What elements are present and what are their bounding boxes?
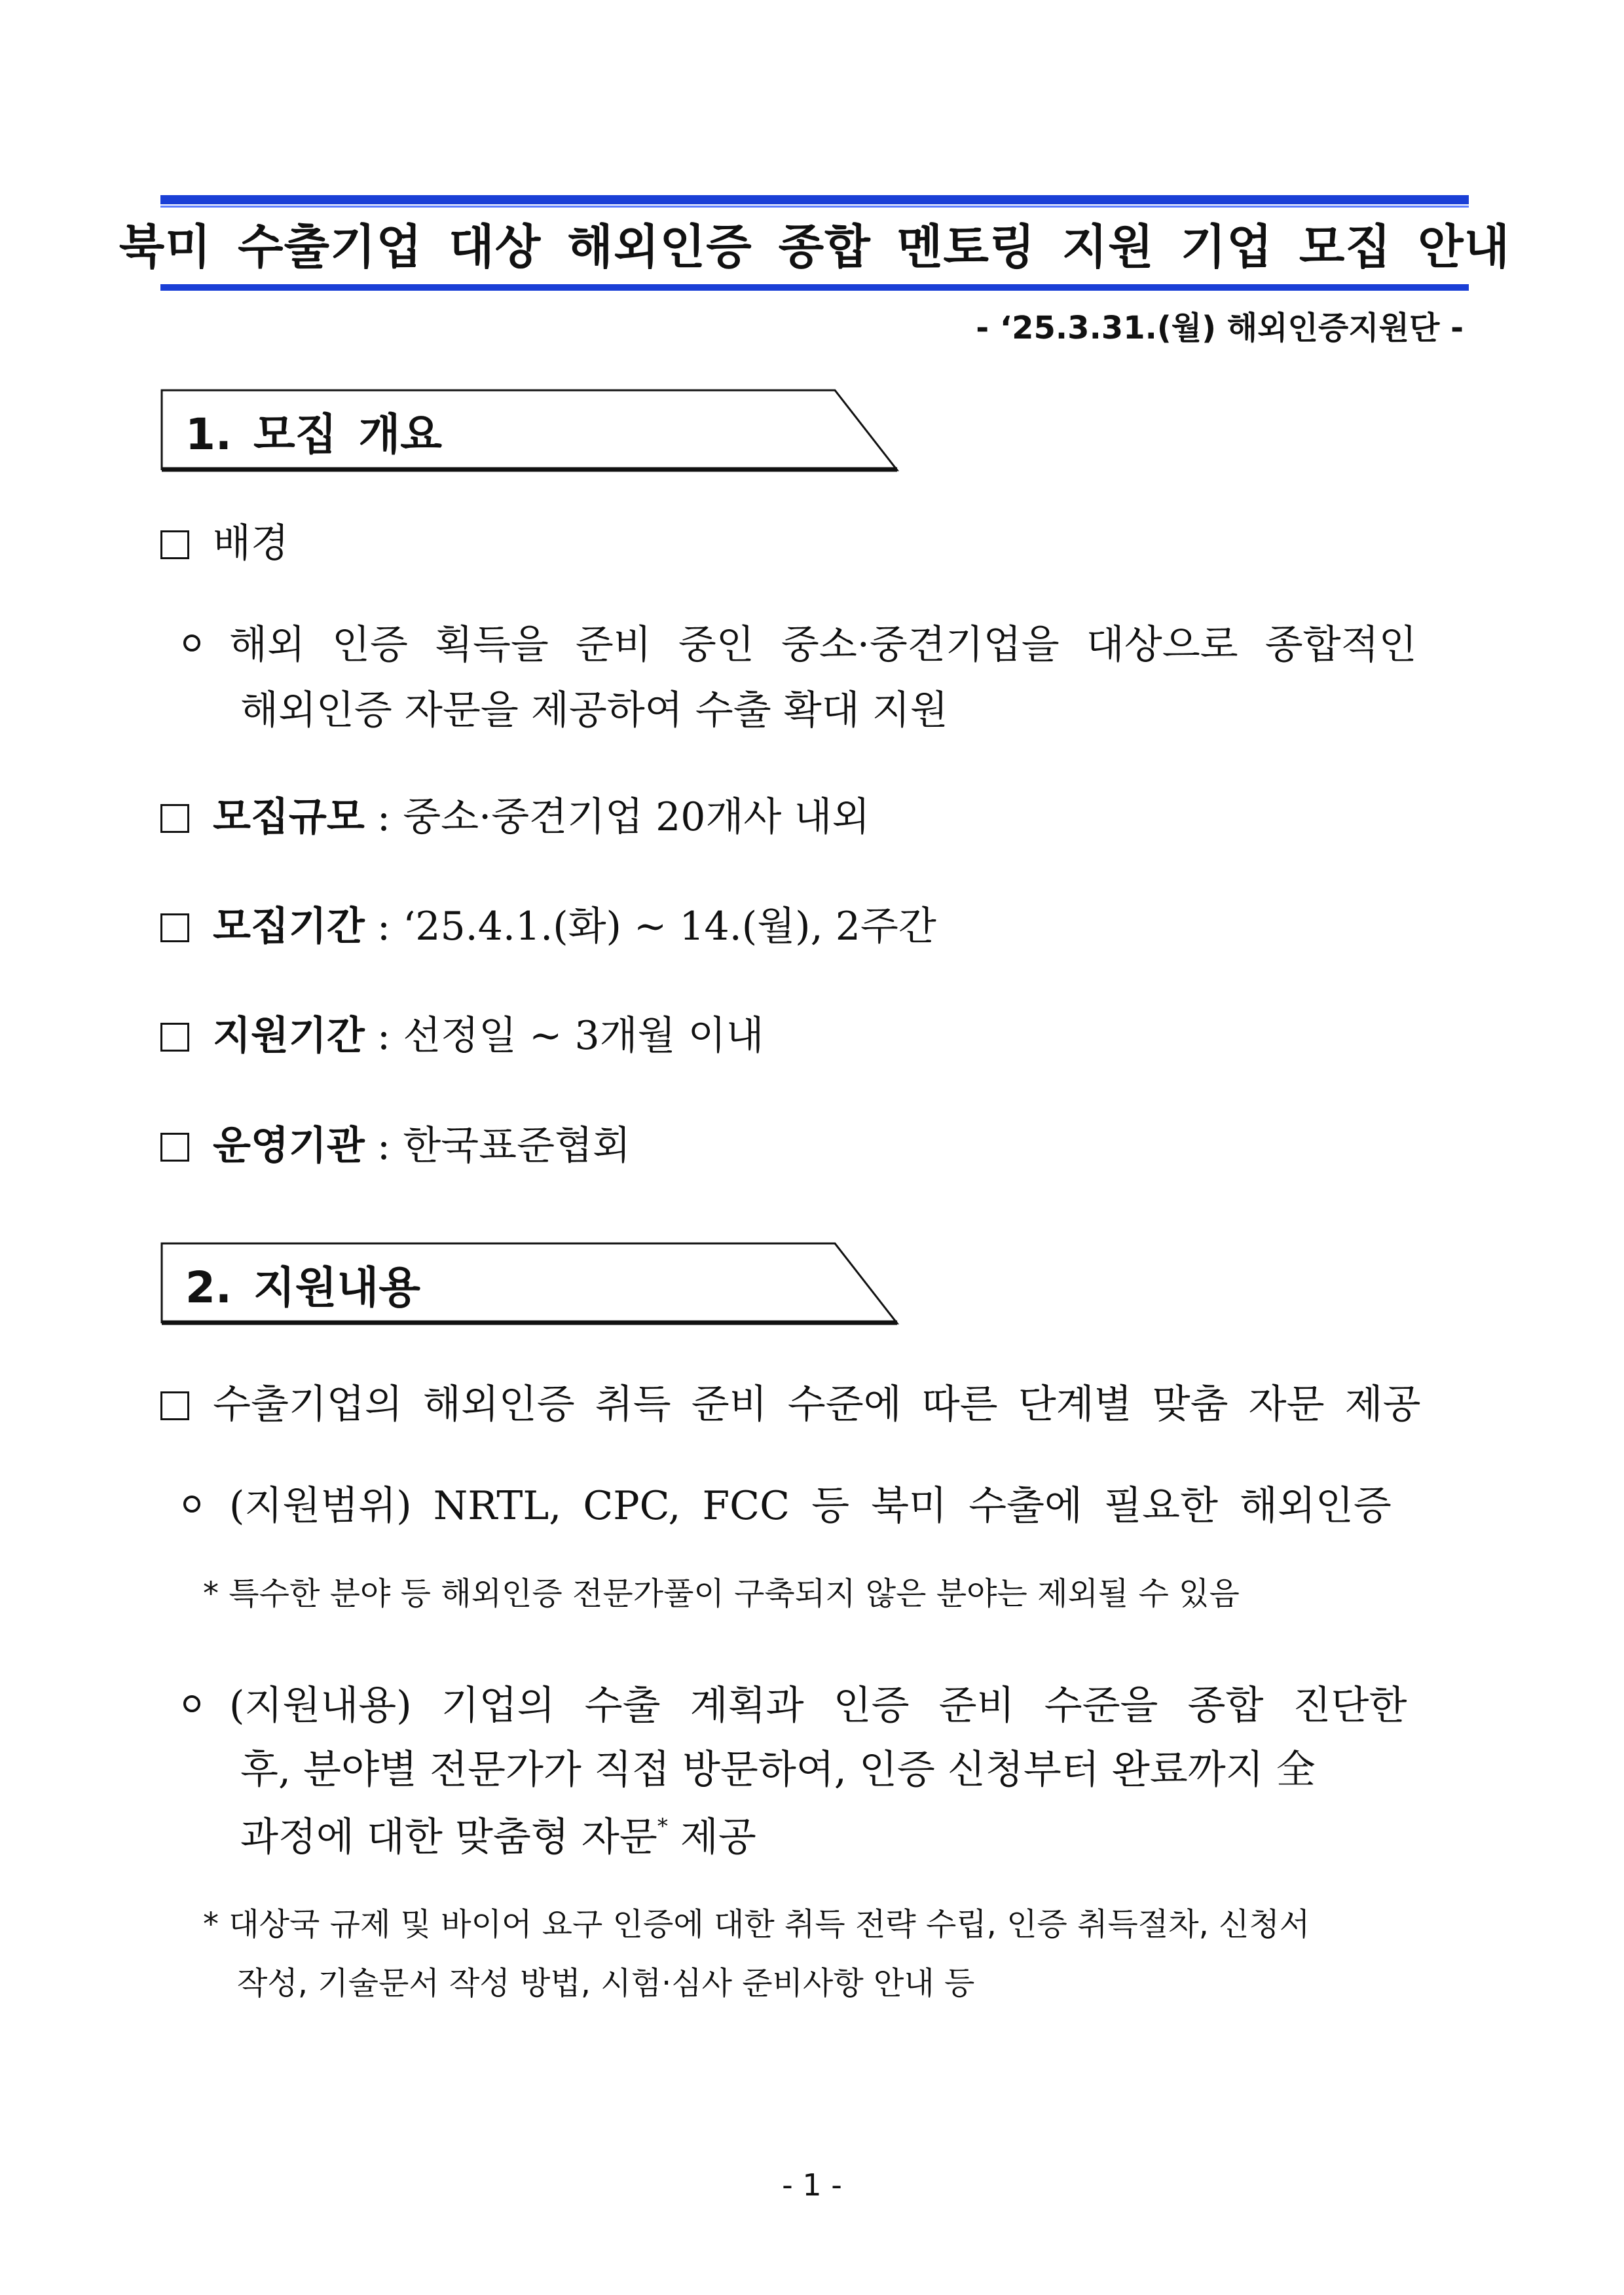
support-content-line3-text: 과정에 대한 맞춤형 자문 [240,1814,657,1860]
support-period-row [160,1013,764,1059]
background-label: 배경 [213,521,289,566]
checkbox-square-icon [160,1023,189,1052]
support-main-text: 수출기업의 해외인증 취득 준비 수준에 따른 단계별 맞춤 자문 제공 [213,1382,1421,1427]
background-text-line2: 해외인증 자문을 제공하여 수출 확대 지원 [240,688,948,733]
checkbox-square-icon [160,1391,189,1420]
page-number: - 1 - [782,2167,842,2203]
recruit-scale-row [160,794,870,840]
date-author-line: - ‘25.3.31.(월) 해외인증지원단 - [976,310,1464,346]
operator-row [160,1123,631,1169]
title-bar-top [160,195,1469,204]
recruit-period-value: : ‘25.4.1.(화) ~ 14.(월), 2주간 [364,904,936,949]
section-1-title: 1. 모집 개요 [185,409,442,460]
background-text-line1: 해외 인증 획득을 준비 중인 중소·중견기업을 대상으로 종합적인 [229,622,1417,668]
section-2-header [160,1241,900,1326]
support-scope-bullet [183,1483,1392,1529]
support-content-note-line1: * 대상국 규제 및 바이어 요구 인증에 대한 취득 전략 수립, 인증 취득절차, 신청서 [203,1906,1310,1943]
title-bar-bottom [160,284,1469,291]
recruit-period-label: 모집기간 [213,904,365,949]
support-content-line1: (지원내용) 기업의 수출 계획과 인증 준비 수준을 종합 진단한 [229,1683,1407,1729]
checkbox-square-icon [160,913,189,942]
bullet-circle-icon [183,1496,200,1513]
document-title: 북미 수출기업 대상 해외인증 종합 멘토링 지원 기업 모집 안내 [119,219,1511,274]
recruit-scale-label: 모집규모 [213,794,365,840]
operator-value: : 한국표준협회 [364,1123,631,1169]
support-scope-note: * 특수한 분야 등 해외인증 전문가풀이 구축되지 않은 분야는 제외될 수 있음 [203,1575,1240,1612]
bullet-circle-icon [183,634,200,652]
support-main-row [160,1382,1421,1427]
support-content-note-line2: 작성, 기술문서 작성 방법, 시험·심사 준비사항 안내 등 [237,1965,975,2002]
support-scope-text: (지원범위) NRTL, CPC, FCC 등 북미 수출에 필요한 해외인증 [229,1483,1392,1529]
support-content-line3 [240,1814,756,1860]
support-period-value: : 선정일 ~ 3개월 이내 [364,1013,764,1059]
title-banner [119,195,1511,291]
support-content-line3-end: 제공 [667,1814,756,1860]
checkbox-square-icon [160,804,189,833]
recruit-scale-value: : 중소·중견기업 20개사 내외 [364,794,870,840]
section-1-header [160,388,900,473]
checkbox-square-icon [160,530,189,559]
background-heading [160,521,289,566]
support-content-line2: 후, 분야별 전문가가 직접 방문하여, 인증 신청부터 완료까지 全 [240,1747,1316,1793]
recruit-period-row [160,904,936,949]
support-period-label: 지원기간 [213,1013,365,1059]
background-bullet [183,622,1467,668]
section-2-title: 2. 지원내용 [185,1262,420,1313]
support-content-bullet [183,1683,1407,1729]
operator-label: 운영기관 [213,1123,365,1169]
bullet-circle-icon [183,1695,200,1712]
footnote-asterisk: * [657,1814,668,1839]
checkbox-square-icon [160,1133,189,1162]
